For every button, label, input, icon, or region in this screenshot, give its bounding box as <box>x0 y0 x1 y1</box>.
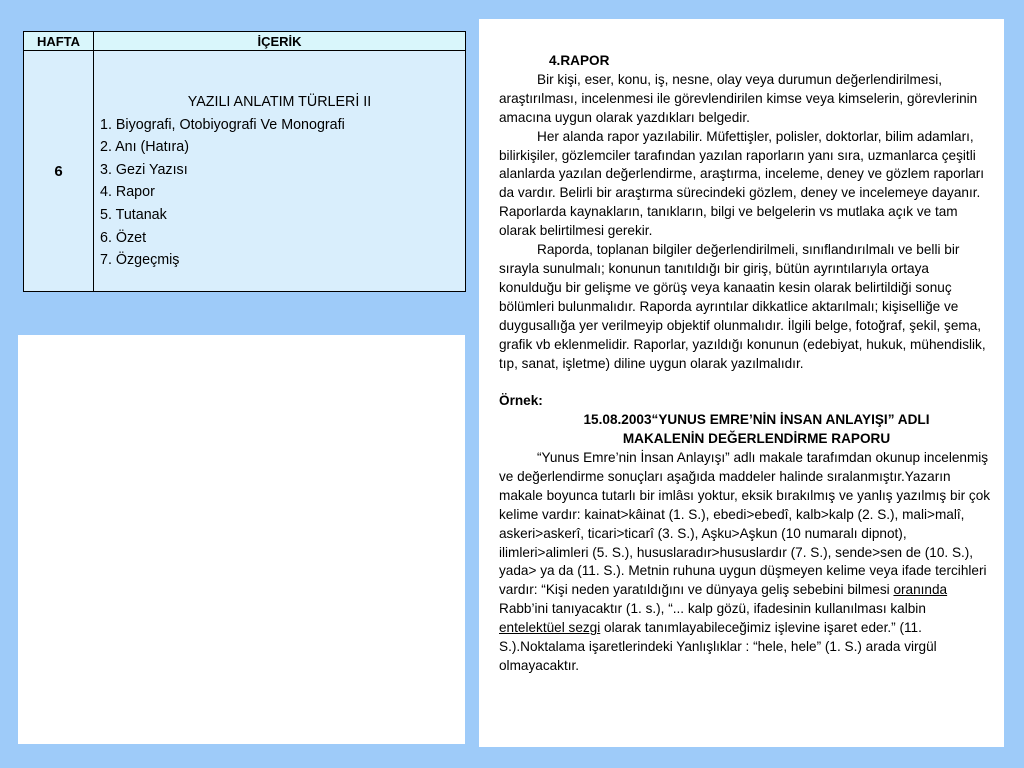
schedule-table <box>23 31 466 292</box>
table-row <box>24 51 466 292</box>
paragraph-definition: Bir kişi, eser, konu, iş, nesne, olay veya durumun değerlendirilmesi, araştırılması, incelenmesi ile görevlendirilen kimse veya kimselerin, görevlerinin amacına uygun olarak yazdıkları belgedir. <box>499 71 978 125</box>
underlined-text: oranında <box>893 582 948 598</box>
content-item: 4. Rapor <box>100 184 155 201</box>
week-column-header: HAFTA <box>24 32 94 51</box>
section-heading: 4.RAPOR <box>549 53 610 68</box>
blank-panel <box>18 335 465 744</box>
text-panel <box>479 19 1004 747</box>
content-title: YAZILI ANLATIM TÜRLERİ II <box>187 94 372 110</box>
example-text: olarak tanımlayabileceğimiz işlevine işaret eder.” (11. S.).Noktalama işaretlerindeki Yanlışlıklar : “hele, hele” (1. S.) arada virgül olmayacaktır. <box>499 620 937 673</box>
text-body <box>499 52 994 676</box>
content-cell <box>94 51 466 292</box>
example-label: Örnek: <box>499 393 543 409</box>
underlined-text: entelektüel sezgi <box>499 620 601 636</box>
example-text: Rabb’ini tanıyacaktır (1. s.), “... kalp gözü, ifadesinin kullanılması kalbin <box>499 601 926 617</box>
example-title: 15.08.2003“YUNUS EMRE’NİN İNSAN ANLAYIŞI” ADLI <box>583 412 930 428</box>
content-item: 7. Özgeçmiş <box>100 252 180 269</box>
paragraph-types: Her alanda rapor yazılabilir. Müfettişler, polisler, doktorlar, bilim adamları, bilirkişiler, gözlemciler tarafından yazılan raporların yanı sıra, uzmanlarca çeşitli alanlarda yazılan değerlendirme, araştırma, inceleme, deney ve gözlem raporları da vardır. Belirli bir araştırma sürecindeki gözlem, deney ve incelemeye dayanır. Raporlarda kaynakların, tanıkların, bilgi ve belgelerin vs mutlaka açık ve tam olarak belirtilmesi gerekir. <box>499 128 985 239</box>
content-item: 6. Özet <box>100 229 147 246</box>
content-item: 1. Biyografi, Otobiyografi Ve Monografi <box>100 116 345 133</box>
week-number: 6 <box>24 51 94 292</box>
example-paragraph <box>499 449 994 676</box>
content-item: 2. Anı (Hatıra) <box>100 139 189 156</box>
content-column-header: İÇERİK <box>94 32 466 51</box>
table-header-row <box>24 32 466 51</box>
example-title: MAKALENİN DEĞERLENDİRME RAPORU <box>622 431 891 447</box>
paragraph-structure: Raporda, toplanan bilgiler değerlendirilmeli, sınıflandırılmalı ve belli bir sırayla sunulmalı; konunun tanıtıldığı bir giriş, bütün ayrıntılarıyla ortaya konulduğu bir gelişme ve görüş veya kanaatin kesin olarak belirtildiği sonuç bölümleri bulunmalıdır. Raporda ayrıntılar dikkatlice aktarılmalı; kişiselliğe ve duygusallığa yer verilmeyip objektif olunmalıdır. İlgili belge, fotoğraf, şekil, şema, grafik vb eklenmelidir. Raporlar, yazıldığı konunun (edebiyat, hukuk, mühendislik, tıp, sanat, işletme) diline uygun olarak yazılmalıdır. <box>499 242 986 371</box>
example-text: “Yunus Emre’nin İnsan Anlayışı” adlı makale tarafımdan okunup incelenmiş ve değerlendirme sonuçları aşağıda maddeler halinde sıralanmıştır.Yazarın makale boyunca tutarlı bir imlâsı yoktur, eksik bırakılmış ve yanlış yazılmış bir çok kelime vardır: kainat>kâinat (1. S.), ebedi>ebedî, kalb>kalp (2. S.), mali>malî, askeri>askerî, ticari>ticarî (3. S.), Aşku>Aşkun (10 numaralı dipnot), ilimleri>alimleri (5. S.), hususlaradır>hususlardır (7. S.), sende>sen de (10. S.), yada> ya da (11. S.). Metnin ruhuna uygun düşmeyen kelime veya ifade tercihleri vardır: “Kişi neden yaratıldığını ve dünyaya geliş sebebini bilmesi <box>499 450 991 598</box>
content-item: 3. Gezi Yazısı <box>100 161 188 178</box>
content-item: 5. Tutanak <box>100 206 167 223</box>
